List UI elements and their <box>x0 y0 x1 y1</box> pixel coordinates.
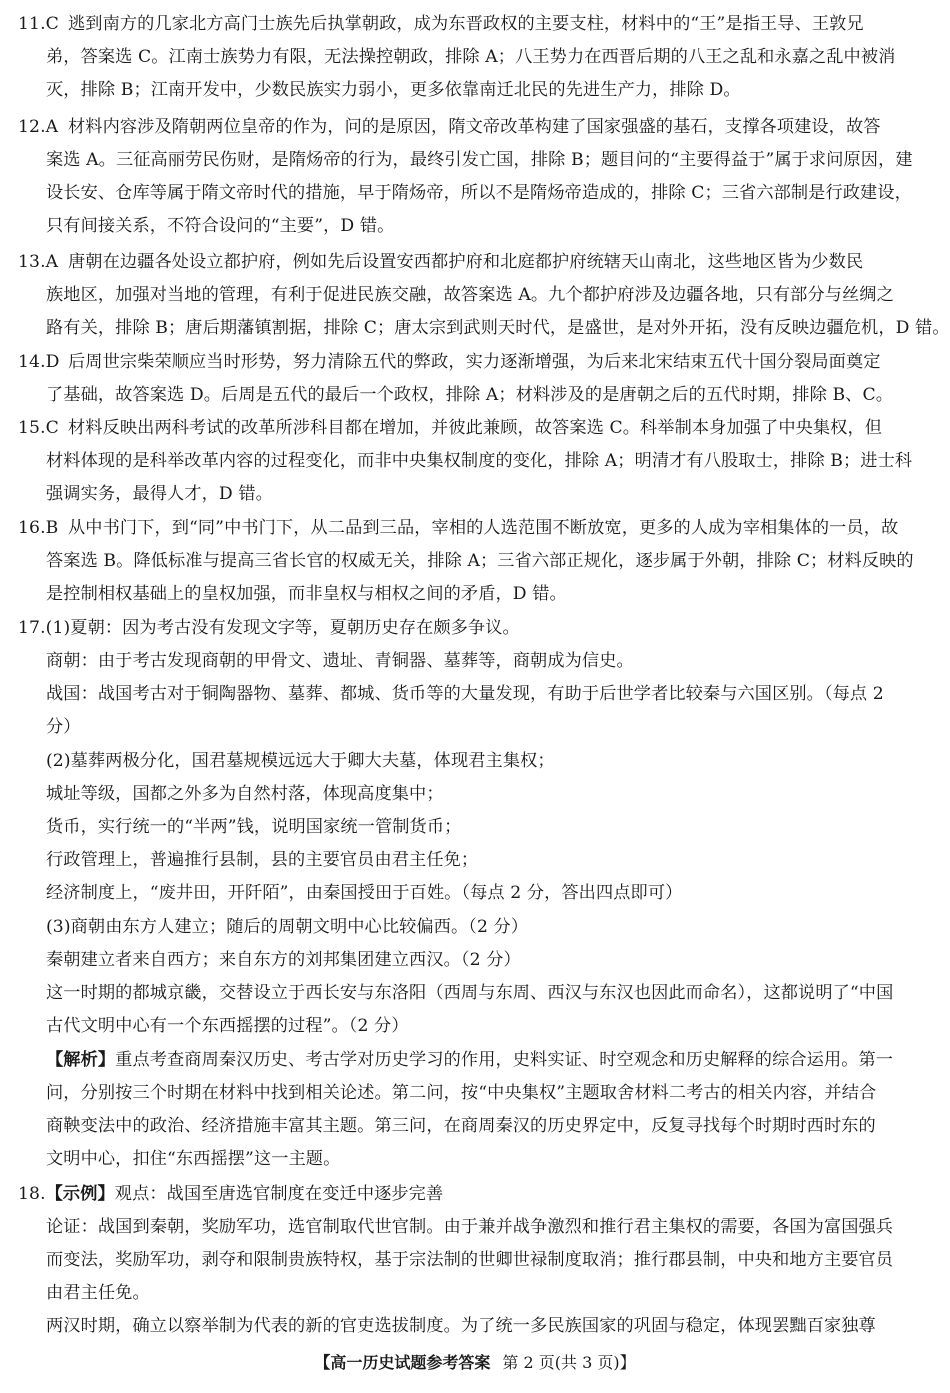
answer-11-label: 11.C <box>18 14 59 34</box>
answer-15-line-2: 材料体现的是科举改革内容的过程变化，而非中央集权制度的变化，排除 A；明清才有八股取士，排除 B；进士科 <box>46 451 913 471</box>
answer-17-part3-line-1: (3)商朝由东方人建立；随后的周朝文明中心比较偏西。（2 分） <box>46 917 529 937</box>
answer-14-line-2: 了基础，故答案选 D。后周是五代的最后一个政权，排除 A；材料涉及的是唐朝之后的五代时期，排除 B、C。 <box>46 385 894 405</box>
answer-12-line-1: 12.A 材料内容涉及隋朝两位皇帝的作为，问的是原因，隋文帝改革构建了国家强盛的基石，支撑各项建设，故答 <box>0 111 950 144</box>
answer-17-part2-line-5: 经济制度上，“废井田，开阡陌”，由秦国授田于百姓。（每点 2 分，答出四点即可） <box>46 883 683 903</box>
answer-18-label: 18. <box>18 1184 46 1204</box>
example-tag: 【示例】 <box>45 1184 115 1204</box>
footer-page-number: 第 2 页(共 3 页)】 <box>502 1353 636 1372</box>
answer-17-part3-line-2: 秦朝建立者来自西方；来自东方的刘邦集团建立西汉。（2 分） <box>46 950 521 970</box>
answer-16-line-3: 是控制相权基础上的皇权加强，而非皇权与相权之间的矛盾，D 错。 <box>46 584 567 604</box>
answer-18-line-4: 由君主任免。 <box>46 1283 150 1303</box>
answer-18-line-2: 论证：战国到秦朝，奖励军功，选官制取代世官制。由于兼并战争激烈和推行君主集权的需要，各国为富国强兵 <box>46 1217 894 1237</box>
answer-17-analysis-line-3: 商鞅变法中的政治、经济措施丰富其主题。第三问，在商周秦汉的历史界定中，反复寻找每个时期时西时东的 <box>46 1116 876 1136</box>
answer-17-part2-line-2: 城址等级，国都之外多为自然村落，体现高度集中； <box>46 784 444 804</box>
answer-17-part2-line-3: 货币，实行统一的“半两”钱，说明国家统一管制货币； <box>46 817 462 837</box>
answer-17-part3-line-4: 古代文明中心有一个东西摇摆的过程”。（2 分） <box>46 1016 409 1036</box>
answer-18-line-3: 而变法，奖励军功，剥夺和限制贵族特权，基于宗法制的世卿世禄制度取消；推行郡县制，中央和地方主要官员 <box>46 1250 894 1270</box>
answer-17-part1-line-2: 商朝：由于考古发现商朝的甲骨文、遗址、青铜器、墓葬等，商朝成为信史。 <box>46 651 634 671</box>
answer-15-label: 15.C <box>18 418 59 438</box>
analysis-tag: 【解析】 <box>46 1050 116 1070</box>
answer-13-line-3: 路有关，排除 B；唐后期藩镇割据，排除 C；唐太宗到武则天时代，是盛世，是对外开拓，没有反映边疆危机，D 错。 <box>46 318 950 338</box>
answer-16-line-2: 答案选 B。降低标准与提高三省长官的权威无关，排除 A；三省六部正规化，逐步属于外朝，排除 C；材料反映的 <box>46 551 914 571</box>
answer-17-part3-line-3: 这一时期的都城京畿，交替设立于西长安与东洛阳（西周与东周、西汉与东汉也因此而命名），这都说明了“中国 <box>46 983 894 1003</box>
answer-15-line-1: 15.C 材料反映出两科考试的改革所涉科目都在增加，并彼此兼顾，故答案选 C。科举制本身加强了中央集权，但 <box>0 412 950 445</box>
footer-title: 【高一历史试题参考答案 <box>314 1353 491 1372</box>
answer-11-line-1: 11.C 逃到南方的几家北方高门士族先后执掌朝政，成为东晋政权的主要支柱，材料中的“王”是指王导、王敦兄 <box>0 8 950 41</box>
answer-13-label: 13.A <box>18 252 59 272</box>
answer-17-part1-line-3: 战国：战国考古对于铜陶器物、墓葬、都城、货币等的大量发现，有助于后世学者比较秦与六国区别。（每点 2 <box>46 684 884 704</box>
answer-18-line-5: 两汉时期，确立以察举制为代表的新的官吏选拔制度。为了统一多民族国家的巩固与稳定，体现罢黜百家独尊 <box>46 1316 876 1336</box>
answer-17-part1-line-4: 分） <box>46 717 81 737</box>
answer-16-line-1: 16.B 从中书门下，到“同”中书门下，从二品到三品，宰相的人选范围不断放宽，更多的人成为宰相集体的一员，故 <box>0 512 950 545</box>
answer-17-label: 17. <box>18 618 46 638</box>
answer-11-line-2: 弟，答案选 C。江南士族势力有限，无法操控朝政，排除 A；八王势力在西晋后期的八王之乱和永嘉之乱中被消 <box>46 47 896 67</box>
answer-17-analysis-line-4: 文明中心，扣住“东西摇摆”这一主题。 <box>46 1149 341 1169</box>
answer-16-label: 16.B <box>18 518 59 538</box>
answer-12-label: 12.A <box>18 117 59 137</box>
answer-14-line-1: 14.D 后周世宗柴荣顺应当时形势，努力清除五代的弊政，实力逐渐增强，为后来北宋结束五代十国分裂局面奠定 <box>0 346 950 379</box>
answer-17-part2-line-1: (2)墓葬两极分化，国君墓规模远远大于卿大夫墓，体现君主集权； <box>46 751 555 771</box>
answer-18-line-1: 18.【示例】观点：战国至唐选官制度在变迁中逐步完善 <box>18 1184 444 1204</box>
answer-13-line-1: 13.A 唐朝在边疆各处设立都护府，例如先后设置安西都护府和北庭都护府统辖天山南北，这些地区皆为少数民 <box>0 246 950 279</box>
answer-12-line-3: 设长安、仓库等属于隋文帝时代的措施，早于隋炀帝，所以不是隋炀帝造成的，排除 C；三省六部制是行政建设， <box>46 183 912 203</box>
answer-15-line-3: 强调实务，最得人才，D 错。 <box>46 484 273 504</box>
answer-17-line-1: 17.(1)夏朝：因为考古没有发现文字等，夏朝历史存在颇多争议。 <box>18 618 520 638</box>
answer-11-line-3: 灭，排除 B；江南开发中，少数民族实力弱小，更多依靠南迁北民的先进生产力，排除 D。 <box>46 80 741 100</box>
answer-17-part2-line-4: 行政管理上，普遍推行县制，县的主要官员由君主任免； <box>46 850 479 870</box>
answer-17-analysis-line-2: 问，分别按三个时期在材料中找到相关论述。第二问，按“中央集权”主题取舍材料二考古的相关内容，并结合 <box>46 1083 877 1103</box>
answer-17-analysis-line-1: 【解析】重点考查商周秦汉历史、考古学对历史学习的作用，史料实证、时空观念和历史解释的综合运用。第一 <box>46 1050 894 1070</box>
answer-14-label: 14.D <box>18 352 60 372</box>
answer-12-line-2: 案选 A。三征高丽劳民伤财，是隋炀帝的行为，最终引发亡国，排除 B；题目问的“主要得益于”属于求问原因，建 <box>46 150 913 170</box>
answer-13-line-2: 族地区，加强对当地的管理，有利于促进民族交融，故答案选 A。九个都护府涉及边疆各地，只有部分与丝绸之 <box>46 285 894 305</box>
answer-12-line-4: 只有间接关系，不符合设问的“主要”，D 错。 <box>46 216 395 236</box>
page-footer <box>0 1350 950 1376</box>
